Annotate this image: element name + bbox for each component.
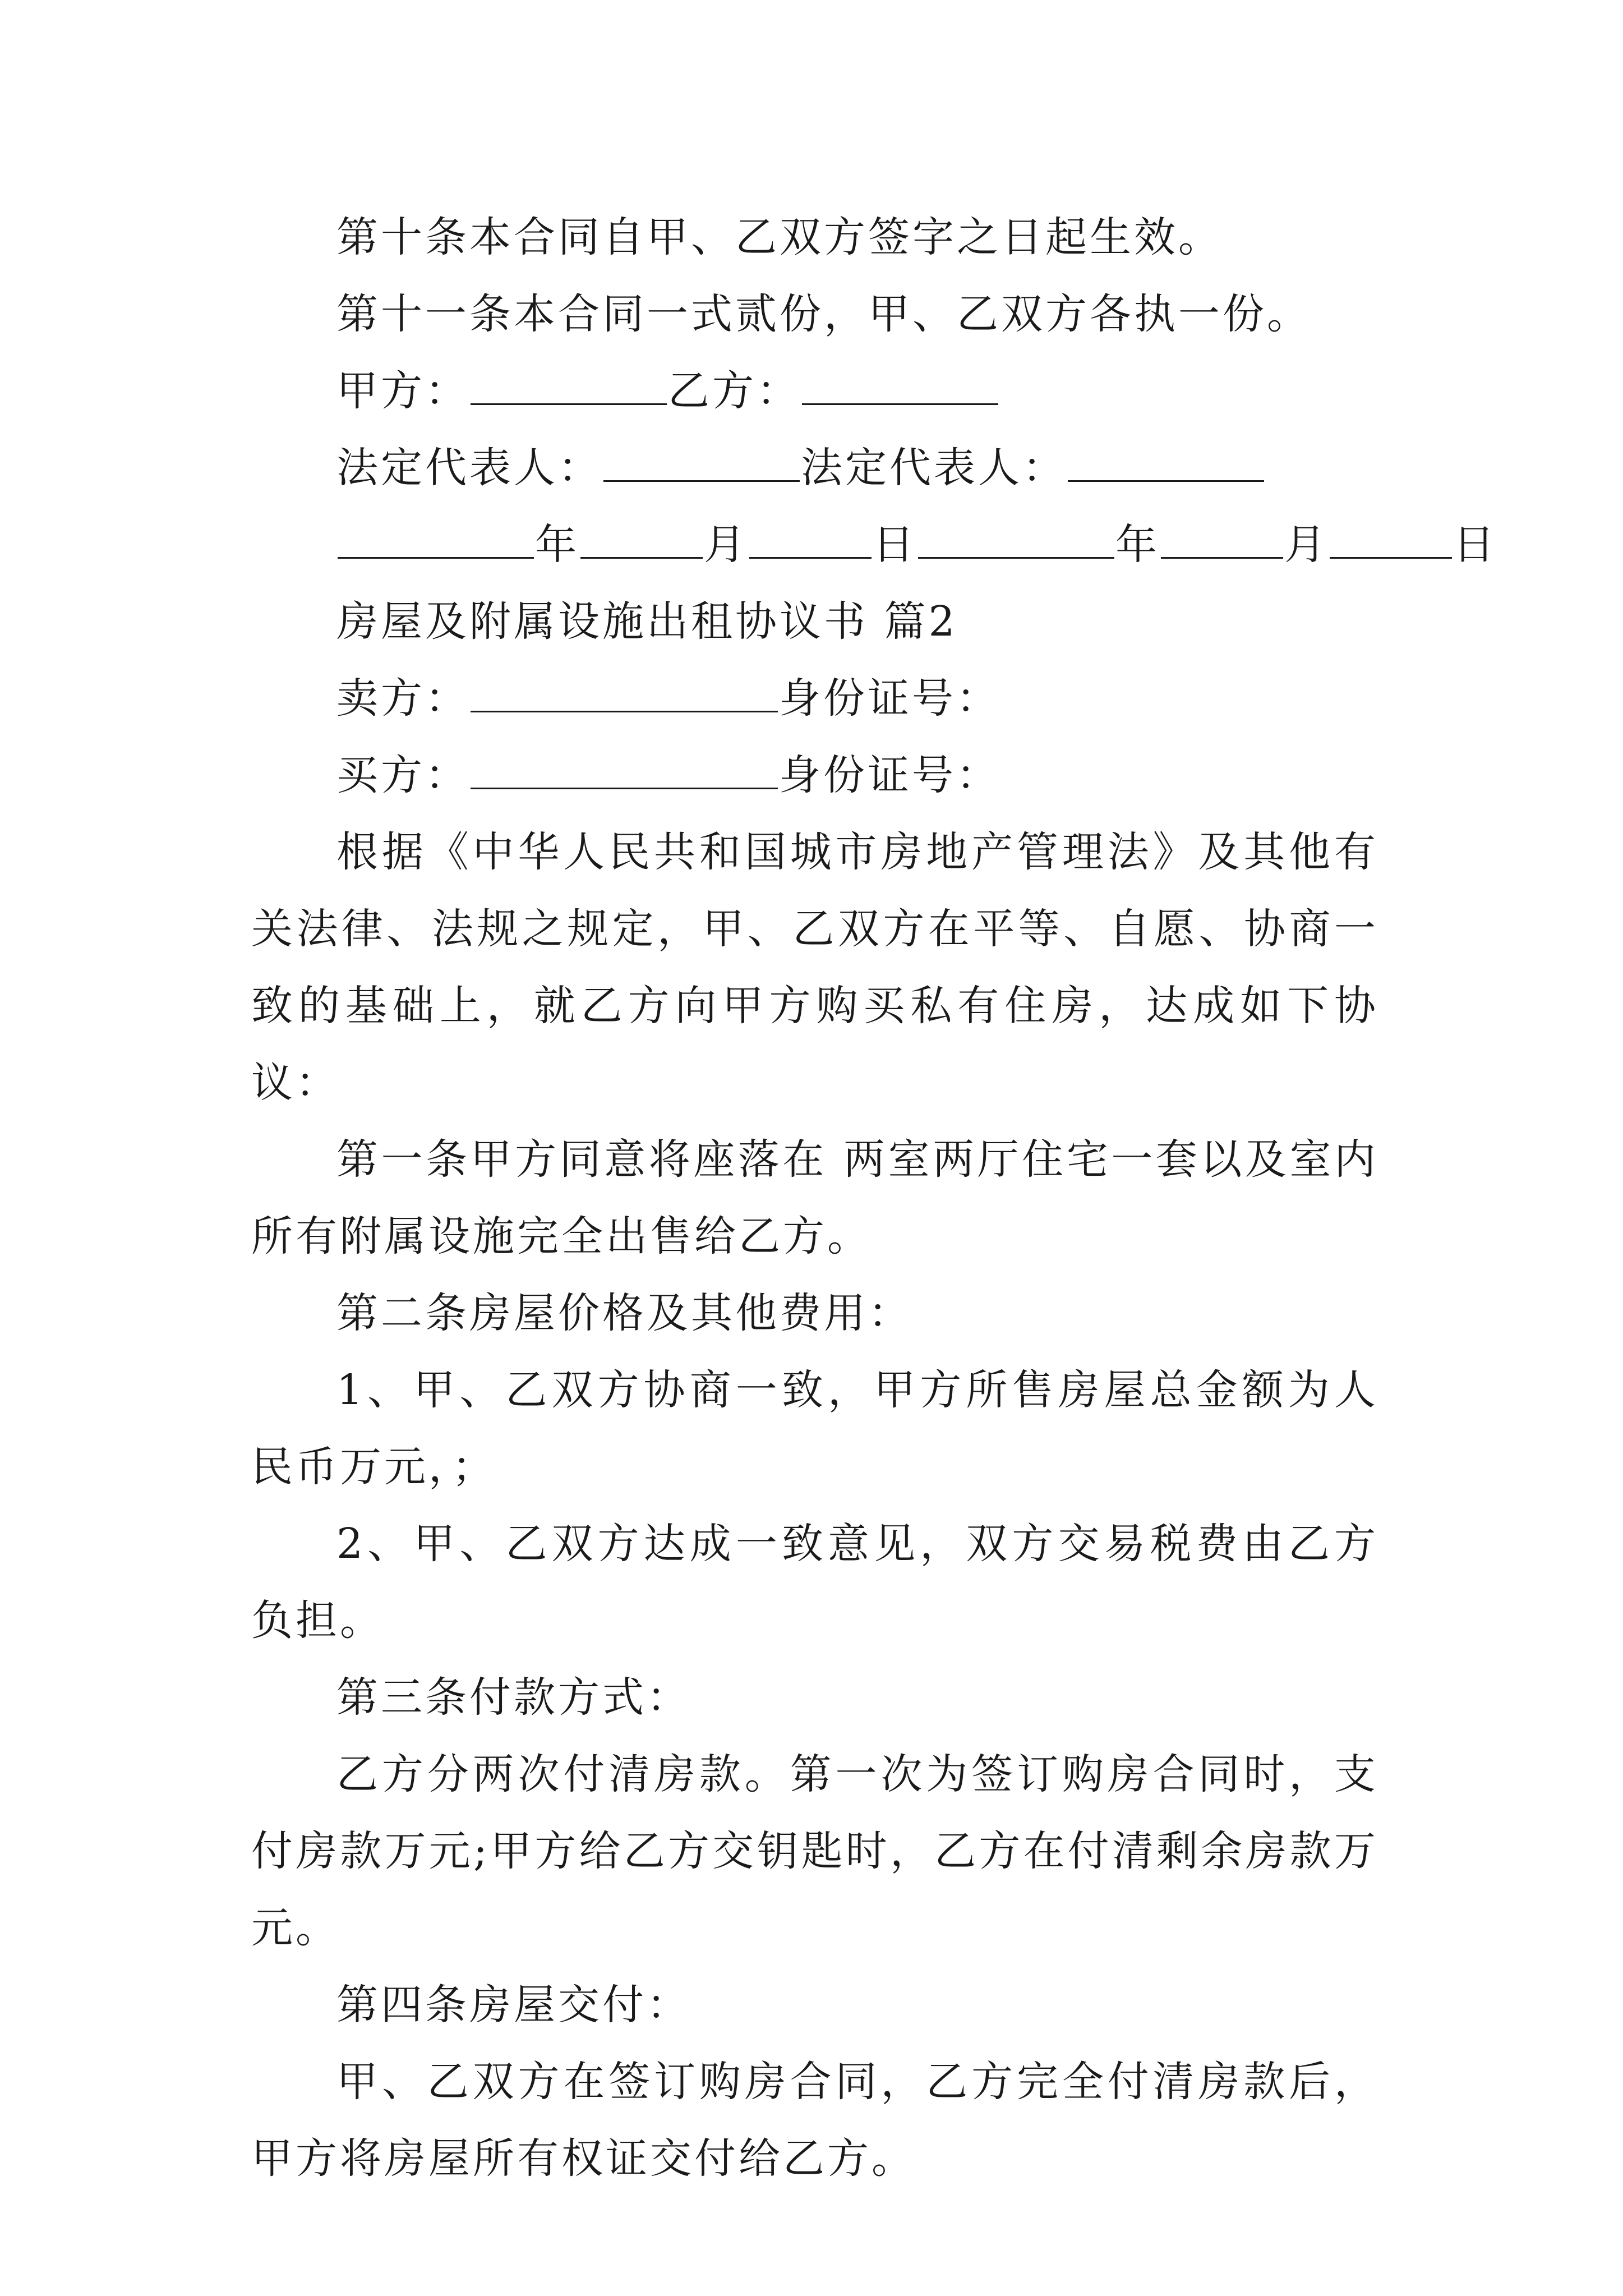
party-b-label: 乙方： xyxy=(668,367,801,415)
legal-rep-label-a: 法定代表人： xyxy=(336,444,602,492)
year-b-label: 年 xyxy=(1115,521,1160,569)
article-2-item-1: 1、甲、乙双方协商一致，甲方所售房屋总金额为人民币万元，； xyxy=(251,1366,1378,1491)
party-a-label: 甲方： xyxy=(336,367,469,415)
article-3-heading: 第三条付款方式： xyxy=(336,1673,691,1722)
year-b-blank xyxy=(918,523,1114,559)
article-10: 第十条本合同自甲、乙双方签字之日起生效。 xyxy=(336,213,1223,261)
section-title: 房屋及附属设施出租协议书 篇2 xyxy=(336,597,958,646)
month-a-blank xyxy=(580,523,703,559)
contract-text xyxy=(251,199,1497,2197)
month-b-blank xyxy=(1161,523,1283,559)
date-line xyxy=(251,507,1497,583)
article-4-body: 甲、乙双方在签订购房合同，乙方完全付清房款后，甲方将房屋所有权证交付给乙方。 xyxy=(251,2058,1378,2183)
month-a-label: 月 xyxy=(704,521,748,569)
party-signature-line xyxy=(251,353,1378,430)
legal-rep-a-blank xyxy=(603,447,800,482)
buyer-label: 买方： xyxy=(336,751,469,799)
preamble-paragraph: 根据《中华人民共和国城市房地产管理法》及其他有关法律、法规之规定，甲、乙双方在平等、自愿、协商一致的基础上，就乙方向甲方购买私有住房，达成如下协议： xyxy=(251,828,1378,1107)
legal-rep-line xyxy=(251,430,1378,507)
year-a-blank xyxy=(338,523,534,559)
legal-rep-b-blank xyxy=(1068,447,1264,482)
year-a-label: 年 xyxy=(535,521,579,569)
day-b-label: 日 xyxy=(1453,521,1497,569)
legal-rep-label-b: 法定代表人： xyxy=(801,444,1067,492)
article-2-item-2: 2、甲、乙双方达成一致意见，双方交易税费由乙方负担。 xyxy=(251,1520,1378,1645)
seller-line xyxy=(251,660,1378,737)
buyer-line xyxy=(251,737,1378,814)
seller-label: 卖方： xyxy=(336,674,469,723)
buyer-id-label: 身份证号： xyxy=(779,751,1000,799)
article-2-heading: 第二条房屋价格及其他费用： xyxy=(336,1289,912,1337)
article-1: 第一条甲方同意将座落在 两室两厅住宅一套以及室内所有附属设施完全出售给乙方。 xyxy=(251,1135,1378,1260)
month-b-label: 月 xyxy=(1284,521,1329,569)
article-4-heading: 第四条房屋交付： xyxy=(336,1981,691,2029)
party-b-blank xyxy=(802,370,998,405)
seller-blank xyxy=(471,677,778,712)
party-a-blank xyxy=(471,370,667,405)
day-a-label: 日 xyxy=(873,521,917,569)
day-b-blank xyxy=(1330,523,1452,559)
article-11: 第十一条本合同一式贰份，甲、乙双方各执一份。 xyxy=(336,290,1311,338)
article-3-body: 乙方分两次付清房款。第一次为签订购房合同时，支付房款万元;甲方给乙方交钥匙时，乙方在付清剩余房款万元。 xyxy=(251,1750,1378,1952)
buyer-blank xyxy=(471,754,778,789)
seller-id-label: 身份证号： xyxy=(779,674,1000,723)
day-a-blank xyxy=(749,523,872,559)
